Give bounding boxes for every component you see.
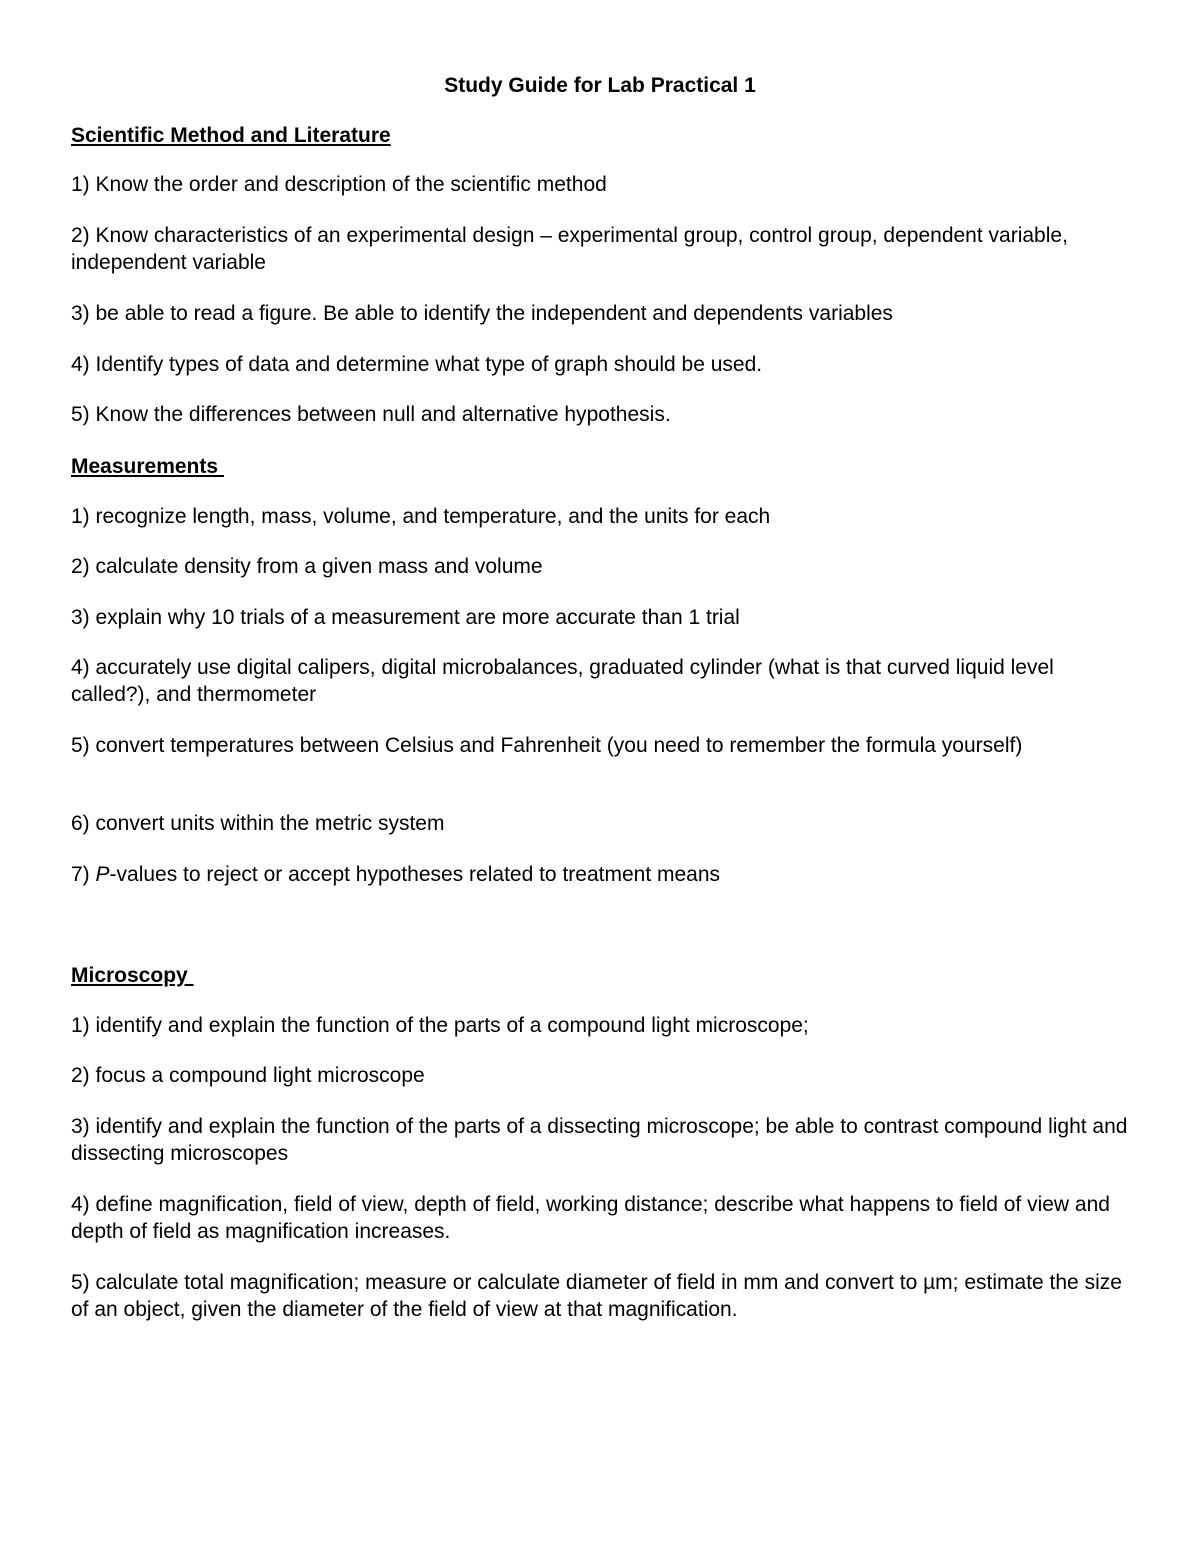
list-item: 4) accurately use digital calipers, digital microbalances, graduated cylinder (what is that curved liquid level called?), and thermometer: [71, 656, 1054, 706]
list-item: 2) calculate density from a given mass and volume: [71, 555, 543, 578]
list-item: 5) convert temperatures between Celsius and Fahrenheit (you need to remember the formula yourself): [71, 734, 1023, 757]
list-item: 4) Identify types of data and determine what type of graph should be used.: [71, 353, 763, 376]
list-item: 4) define magnification, field of view, depth of field, working distance; describe what happens to field of view and depth of field as magnification increases.: [71, 1193, 1110, 1243]
section-heading-measurements: Measurements: [71, 455, 224, 478]
list-item: 1) Know the order and description of the scientific method: [71, 173, 607, 196]
list-item: 3) explain why 10 trials of a measurement are more accurate than 1 trial: [71, 606, 740, 629]
item-number: 7): [71, 863, 96, 886]
list-item: 5) Know the differences between null and alternative hypothesis.: [71, 403, 671, 426]
item-text: -values to reject or accept hypotheses related to treatment means: [109, 863, 721, 886]
page-title: Study Guide for Lab Practical 1: [444, 74, 756, 97]
section-heading-scientific-method: Scientific Method and Literature: [71, 124, 391, 147]
list-item: 1) identify and explain the function of the parts of a compound light microscope;: [71, 1014, 809, 1037]
list-item-p-values: [71, 862, 1131, 889]
section-heading-microscopy: Microscopy: [71, 964, 194, 987]
list-item: 3) identify and explain the function of the parts of a dissecting microscope; be able to contrast compound light and dissecting microscopes: [71, 1115, 1128, 1165]
list-item: 6) convert units within the metric system: [71, 812, 445, 835]
list-item: 5) calculate total magnification; measure or calculate diameter of field in mm and convert to µm; estimate the size of an object, given the diameter of the field of view at that magnification.: [71, 1271, 1122, 1321]
list-item: 2) focus a compound light microscope: [71, 1064, 425, 1087]
list-item: 1) recognize length, mass, volume, and temperature, and the units for each: [71, 505, 771, 528]
p-symbol: P: [95, 863, 110, 886]
list-item: 2) Know characteristics of an experimental design – experimental group, control group, dependent variable, independent variable: [71, 224, 1068, 274]
list-item: 3) be able to read a figure. Be able to identify the independent and dependents variables: [71, 302, 893, 325]
